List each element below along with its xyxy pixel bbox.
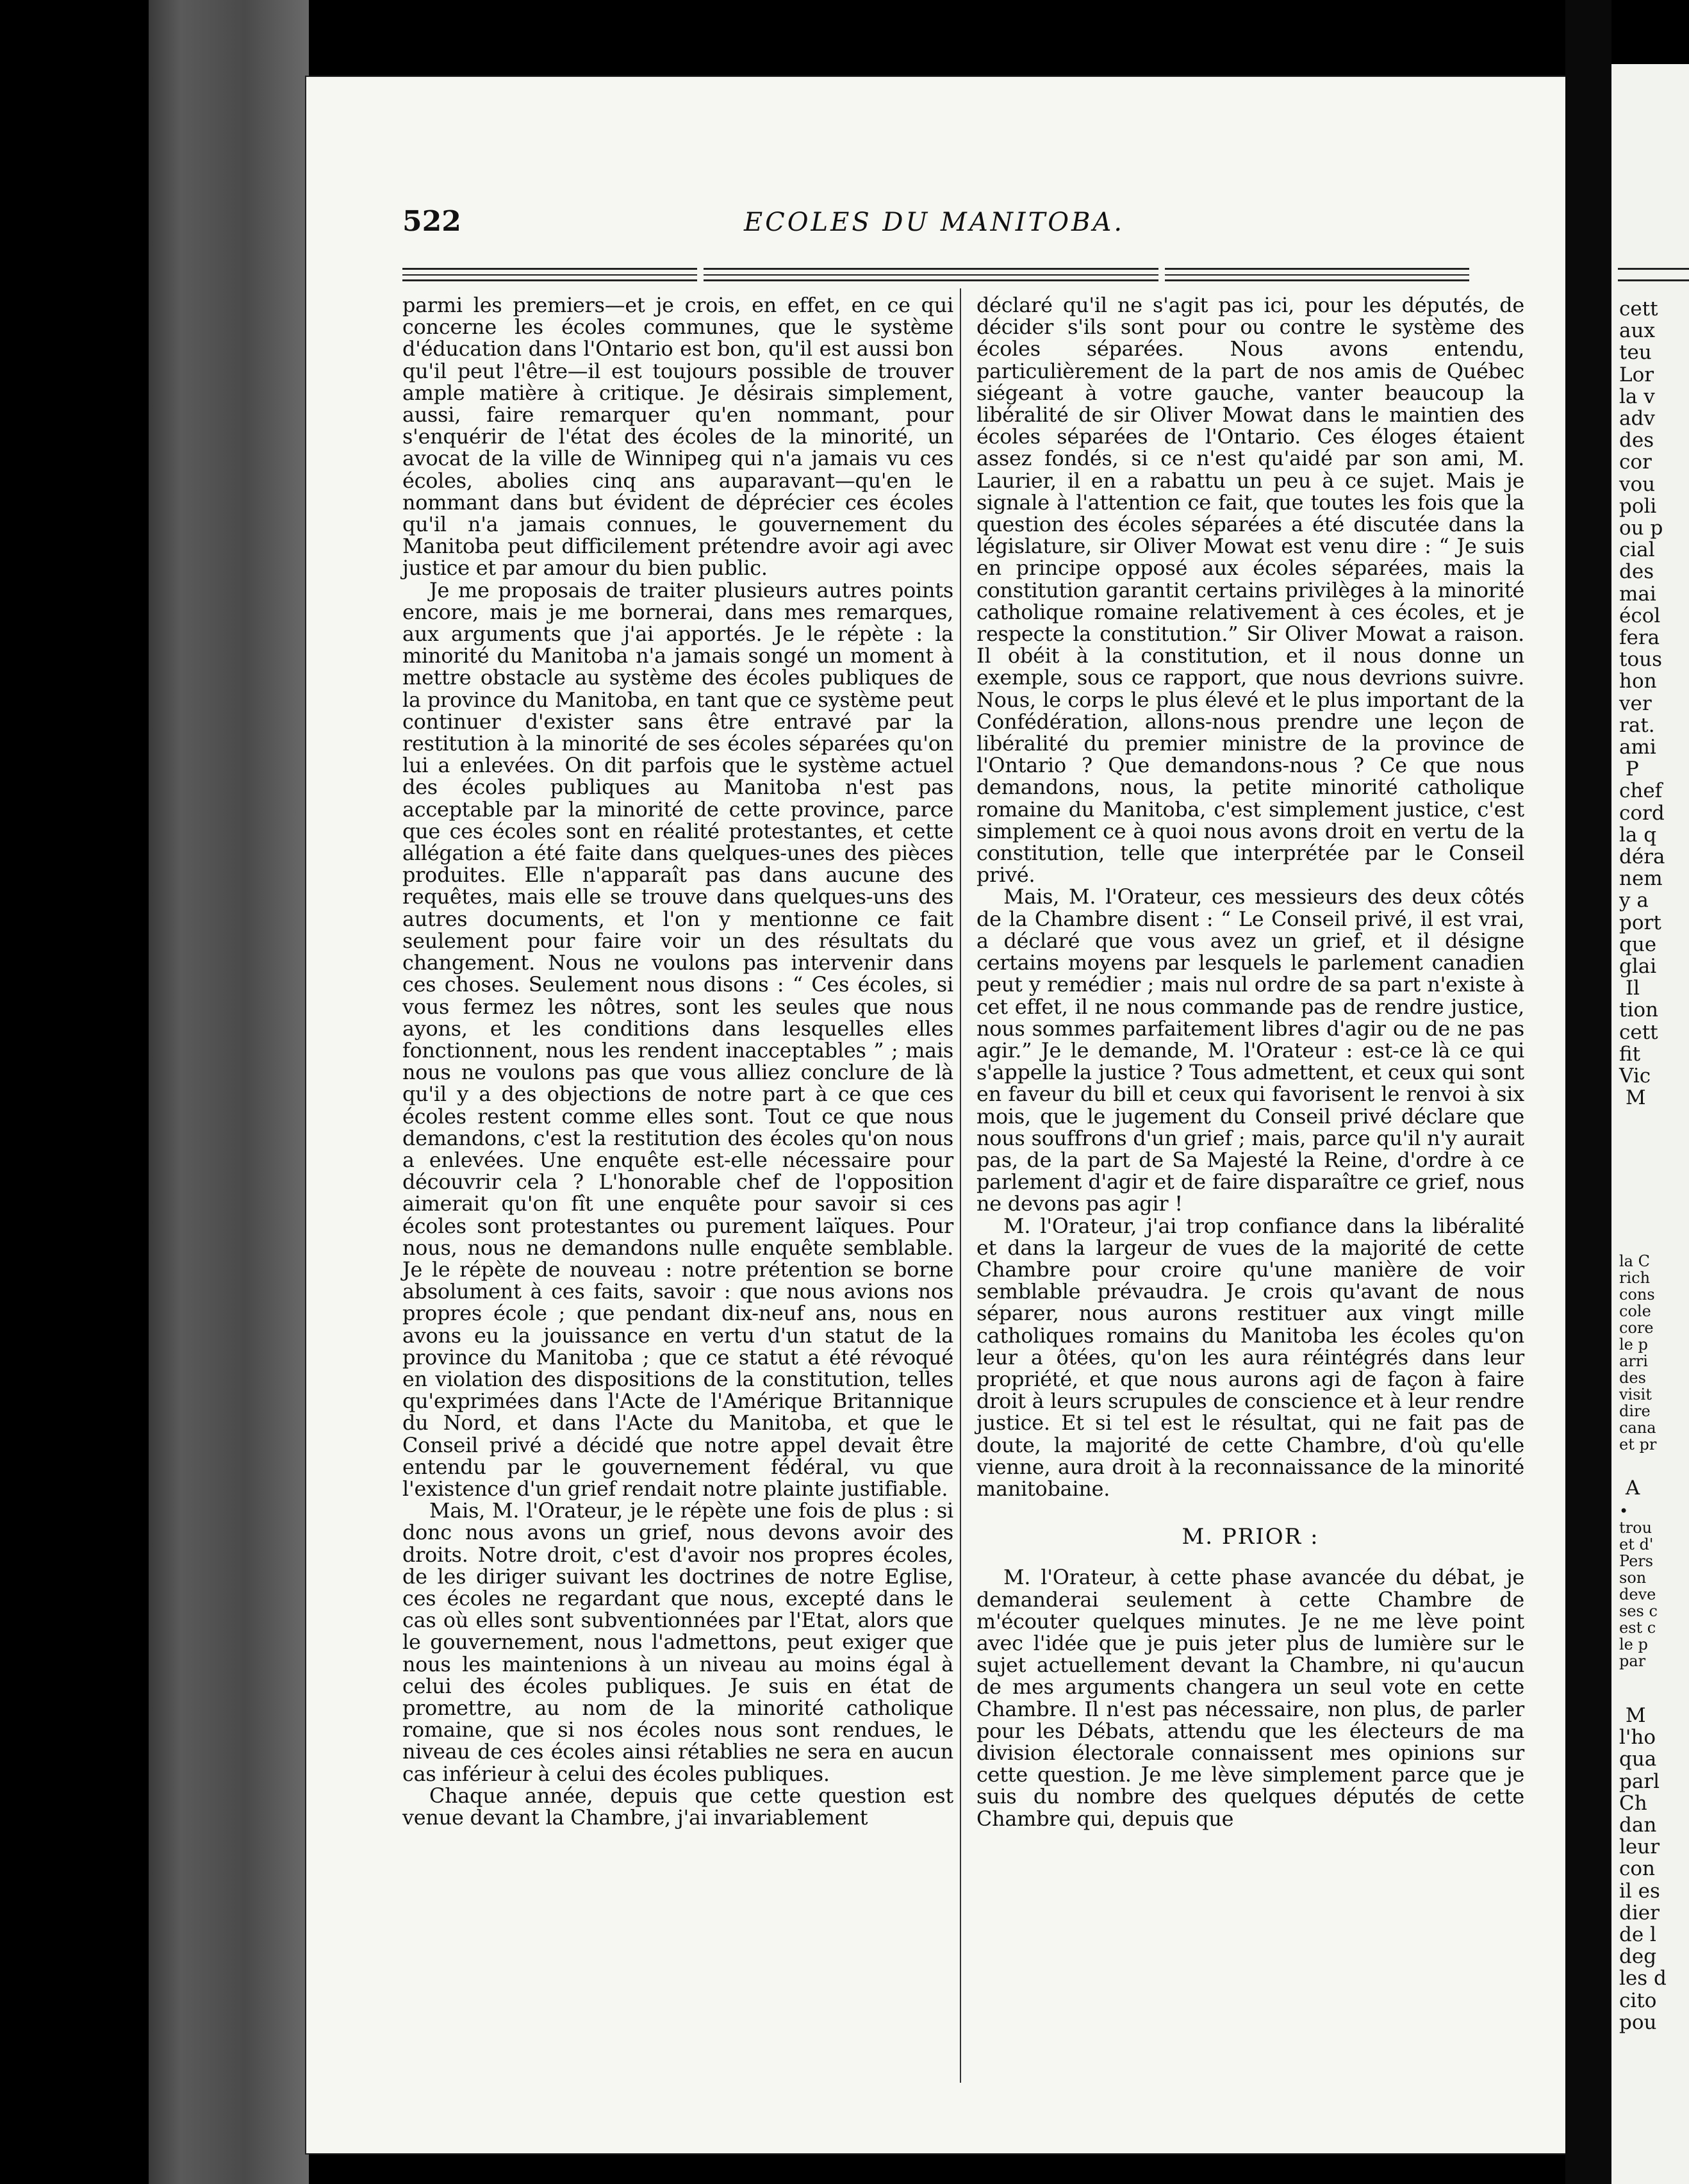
- paragraph: Je me proposais de traiter plusieurs autres points encore, mais je me bornerai, dans mes remarques, aux arguments que j'ai apportés. Je le répète : la minorité du Manitoba n'a jamais songé un moment à mettre obstacle au système des écoles publiques de la province du Manitoba, en tant que ce système peut continuer d'exister sans être entravé par la restitution à la minorité de ses écoles séparées qu'on lui a enlevées. On dit parfois que le système actuel des écoles publiques au Manitoba n'est pas acceptable par la minorité de cette province, parce que ces écoles sont en réalité protestantes, et cette allégation a été faite dans quelques-unes des pièces produites. Elle n'apparaît pas dans aucune des requêtes, mais elle se trouve dans quelques-uns des autres documents, et l'on y mentionne ce fait seulement pour faire voir un des résultats du changement. Nous ne voulons pas intervenir dans ces choses. Seulement nous disons : “ Ces écoles, si vous fermez les nôtres, sont les seules que nous ayons, et les conditions dans lesquelles elles fonctionnent, nous les rendent inacceptables ” ; mais nous ne voulons pas que vous alliez conclure de là qu'il y a des objections de notre part à ce que ces écoles restent comme elles sont. Tout ce que nous demandons, c'est la restitution des écoles qu'on nous a enlevées. Une enquête est-elle nécessaire pour découvrir cela ? L'honorable chef de l'opposition aimerait qu'on fît une enquête pour savoir si ces écoles sont protestantes ou purement laïques. Pour nous, nous ne demandons nulle enquête semblable. Je le répète de nouveau : notre prétention se borne absolument à ces faits, savoir : que nous avions nos propres école ; que pendant dix-neuf ans, nous en avons eu la jouissance en vertu d'un statut de la province du Manitoba ; que ce statut a été révoqué en violation des dispositions de la constitution, telles qu'exprimées dans l'Acte de l'Amérique Britannique du Nord, et dans l'Acte du Manitoba, et que le Conseil privé a décidé que notre appel devait être entendu par le gouvernement fédéral, vu que l'existence d'un grief rendait notre plainte justifiable.: [402, 578, 953, 1501]
- next-page-line: dan: [1619, 1814, 1657, 1837]
- next-page-line: dier: [1619, 1901, 1660, 1924]
- next-page-line: trou: [1619, 1519, 1652, 1537]
- next-page-line: cor: [1619, 451, 1652, 474]
- next-page-line: il es: [1619, 1879, 1660, 1903]
- next-page-line: Pers: [1619, 1552, 1654, 1570]
- next-page-line: la q: [1619, 823, 1657, 847]
- next-page-line: •: [1619, 1502, 1629, 1520]
- next-page-line: cito: [1619, 1989, 1657, 2012]
- next-page-line: est c: [1619, 1619, 1656, 1637]
- next-page-line: core: [1619, 1319, 1654, 1337]
- paragraph: M. l'Orateur, j'ai trop confiance dans la libéralité et dans la largeur de vues de la majorité de cette Chambre pour croire qu'une manière de voir semblable prévaudra. Je crois qu'avant de nous séparer, nous aurons restituer aux vingt mille catholiques romains du Manitoba les écoles qu'on leur a ôtées, qu'on les aura réintégrés dans leur propriété, et que nous aurons agi de façon à faire droit à leurs scrupules de conscience et à leur rendre justice. Et si tel est le résultat, qui ne fait pas de doute, la majorité de cette Chambre, d'où qu'elle vienne, aura droit à la reconnaissance de la minorité manitobaine.: [976, 1214, 1524, 1501]
- next-page-line: cana: [1619, 1419, 1656, 1437]
- next-page-line: hon: [1619, 670, 1657, 693]
- next-page-line: P: [1619, 757, 1639, 781]
- next-page-line: par: [1619, 1652, 1646, 1670]
- next-page-line: chef: [1619, 779, 1663, 803]
- next-page-line: y a: [1619, 889, 1649, 913]
- speaker-heading: M. PRIOR :: [1182, 1524, 1319, 1550]
- next-page-line: fit: [1619, 1042, 1641, 1066]
- next-page-line: Ch: [1619, 1791, 1647, 1815]
- next-page-line: des: [1619, 560, 1654, 584]
- right-column: [976, 295, 1524, 1830]
- next-page-line: l'ho: [1619, 1726, 1656, 1750]
- left-column: [402, 295, 953, 1829]
- page-header: [402, 205, 1466, 256]
- next-page-line: qua: [1619, 1748, 1657, 1771]
- next-page-line: le p: [1619, 1635, 1648, 1653]
- next-page-line: nem: [1619, 867, 1663, 891]
- next-page-line: dire: [1619, 1402, 1651, 1420]
- next-page-line: deve: [1619, 1585, 1656, 1603]
- running-title: ECOLES DU MANITOBA.: [743, 208, 1125, 237]
- next-page-line: con: [1619, 1857, 1655, 1881]
- next-page-line: vou: [1619, 472, 1656, 496]
- book-spine: [149, 0, 309, 2184]
- next-page-line: cons: [1619, 1286, 1655, 1303]
- next-page-edge: [1611, 64, 1689, 2184]
- next-page-line: cole: [1619, 1302, 1651, 1320]
- next-page-line: rich: [1619, 1269, 1651, 1287]
- paragraph: Chaque année, depuis que cette question est venue devant la Chambre, j'ai invariablement: [402, 1783, 953, 1830]
- next-page-line: adv: [1619, 407, 1655, 430]
- next-page-line: Il: [1619, 977, 1640, 1000]
- book-gutter: [1565, 0, 1611, 2184]
- next-page-line: la v: [1619, 385, 1655, 408]
- next-page-line: glai: [1619, 955, 1657, 978]
- next-page-line: arri: [1619, 1352, 1648, 1370]
- next-page-line: Vic: [1619, 1064, 1651, 1088]
- next-page-line: parl: [1619, 1769, 1660, 1793]
- next-page-line: fera: [1619, 626, 1660, 649]
- paragraph: parmi les premiers—et je crois, en effet, en ce qui concerne les écoles communes, que le système d'éducation dans l'Ontario est bon, qu'il est aussi bon qu'il peut l'être—il est toujours possible de trouver ample matière à critique. Je désirais simplement, aussi, faire remarquer qu'en nommant, pour s'enquérir de l'état des écoles de la minorité, un avocat de la ville de Winnipeg qui n'a jamais vu ces écoles, abolies cinq ans auparavant—qu'en le nommant dans but évident de déprécier ces écoles qu'il n'a jamais connues, le gouvernement du Manitoba peut difficilement prétendre avoir agi avec justice et par amour du bien public.: [402, 294, 953, 581]
- next-page-line: Lor: [1619, 363, 1654, 386]
- next-page-line: M: [1619, 1086, 1646, 1110]
- paragraph: déclaré qu'il ne s'agit pas ici, pour les députés, de décider s'ils sont pour ou contre le système des écoles séparées. Nous avons entendu, particulièrement de la part de nos amis de Québec siégeant à votre gauche, vanter beaucoup la libéralité de sir Oliver Mowat dans le maintien des écoles séparées de l'Ontario. Ces éloges étaient assez fondés, si ce n'est qu'aidé par son ami, M. Laurier, il en a rabattu un peu à ce sujet. Mais je signale à l'attention ce fait, que toutes les fois que la question des écoles séparées a été discutée dans la législature, sir Oliver Mowat est venu dire : “ Je suis en principe opposé aux écoles séparées, mais la constitution garantit certains privilèges à la minorité catholique romaine relativement à ces écoles, et je respecte la constitution.” Sir Oliver Mowat a raison. Il obéit à la constitution, et il nous donne un exemple, sous ce rapport, que nous devrions suivre. Nous, le corps le plus élevé et le plus important de la Confédération, allons-nous prendre une leçon de libéralité du premier ministre de la province de l'Ontario ? Que demandons-nous ? Ce que nous demandons, nous, la petite minorité catholique romaine du Manitoba, c'est simplement justice, c'est simplement ce à quoi nous avons droit en vertu de la constitution, telle que interprétée par le Conseil privé.: [976, 294, 1524, 888]
- next-page-line: cial: [1619, 538, 1655, 562]
- next-page-line: M: [1619, 1704, 1646, 1727]
- paragraph: Mais, M. l'Orateur, je le répète une fois de plus : si donc nous avons un grief, nous devons avoir des droits. Notre droit, c'est d'avoir nos propres écoles, de les diriger suivant les doctrines de notre Eglise, ces écoles ne regardant que nous, excepté dans le cas où elles sont subventionnées par l'Etat, alors que le gouvernement, nous l'admettons, peut exiger que nous les maintenions à un niveau au moins égal à celui des écoles publiques. Je suis en état de promettre, au nom de la minorité catholique romaine, que si nos écoles nous sont rendues, le niveau de ces écoles ainsi rétablies ne sera en aucun cas inférieur à celui des écoles publiques.: [402, 1499, 953, 1786]
- next-page-line: tion: [1619, 998, 1659, 1022]
- next-page-line: port: [1619, 911, 1661, 934]
- paragraph: M. l'Orateur, à cette phase avancée du débat, je demanderai seulement à cette Chambre de m'écouter quelques minutes. Je ne me lève point avec l'idée que je puis jeter plus de lumière sur le sujet actuellement devant la Chambre, ni qu'aucun de mes arguments changera un seul vote en cette Chambre. Il n'est pas nécessaire, non plus, de parler pour les Débats, attendu que les électeurs de ma division électorale connaissent mes opinions sur cette question. Je me lève simplement parce que je suis du nombre des quelques députés de cette Chambre qui, depuis que: [976, 1566, 1524, 1831]
- next-page-line: ou p: [1619, 517, 1663, 540]
- next-page-line: rat.: [1619, 713, 1655, 737]
- next-page-line: ami: [1619, 736, 1656, 759]
- next-page-line: mai: [1619, 582, 1656, 606]
- paragraph: Mais, M. l'Orateur, ces messieurs des deux côtés de la Chambre disent : “ Le Conseil privé, il est vrai, a déclaré que vous avez un grief, et il désigne certains moyens par lesquels le parlement canadien peut y remédier ; mais nul ordre de sa part n'existe à cet effet, il ne nous commande pas de rendre justice, nous sommes parfaitement libres d'agir ou de ne pas agir.” Je le demande, M. l'Orateur : est-ce là ce qui s'appelle la justice ? Tous admettent, et ceux qui sont en faveur du bill et ceux qui favorisent le renvoi à six mois, que le jugement du Conseil privé déclare que nous souffrons d'un grief ; mais, parce qu'il n'y aurait pas, de la part de Sa Majesté la Reine, d'ordre à ce parlement d'agir et de faire disparaître ce grief, nous ne devons pas agir !: [976, 885, 1524, 1216]
- next-page-line: que: [1619, 932, 1657, 956]
- next-page-line: leur: [1619, 1835, 1660, 1859]
- next-page-line: visit: [1619, 1386, 1652, 1403]
- next-page-line: cett: [1619, 1020, 1658, 1044]
- next-page-line: aux: [1619, 319, 1655, 343]
- next-page-line: les d: [1619, 1967, 1667, 1990]
- next-page-line: et pr: [1619, 1435, 1657, 1453]
- next-page-line: cett: [1619, 297, 1658, 320]
- page-number: 522: [402, 205, 461, 238]
- next-page-line: ses c: [1619, 1602, 1658, 1620]
- next-page-line: des: [1619, 1369, 1646, 1387]
- next-page-line: A: [1619, 1477, 1640, 1500]
- next-page-line: teu: [1619, 341, 1652, 365]
- next-page-line: le p: [1619, 1336, 1648, 1353]
- next-page-line: son: [1619, 1569, 1647, 1587]
- next-page-line: cord: [1619, 801, 1665, 825]
- next-page-line: écol: [1619, 604, 1661, 627]
- next-page-line: pou: [1619, 2010, 1657, 2034]
- next-page-line: la C: [1619, 1252, 1650, 1270]
- header-rules: [402, 268, 1469, 287]
- next-page-line: et d': [1619, 1535, 1654, 1553]
- next-page-line: tous: [1619, 648, 1662, 672]
- next-page-line: deg: [1619, 1945, 1657, 1969]
- next-page-line: poli: [1619, 494, 1657, 518]
- column-divider: [960, 288, 961, 2083]
- next-page-line: de l: [1619, 1923, 1656, 1946]
- page-522: [306, 77, 1565, 2153]
- next-page-line: ver: [1619, 691, 1652, 715]
- next-page-line: déra: [1619, 845, 1665, 868]
- next-page-line: des: [1619, 429, 1654, 452]
